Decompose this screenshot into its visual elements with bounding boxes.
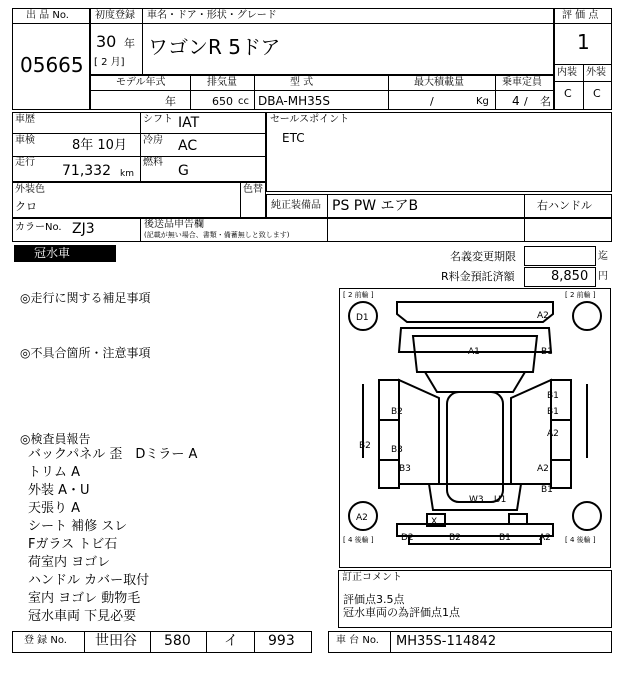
color-no-label: カラーNo.: [15, 222, 62, 233]
ac-value: AC: [178, 138, 198, 154]
capacity-label: 乗車定員: [502, 77, 542, 88]
reg-divider-1: [84, 631, 85, 653]
reg-divider-2: [150, 631, 151, 653]
inspector-line: 荷室内 ヨゴレ: [28, 555, 111, 570]
reg-class: 580: [164, 633, 191, 649]
exterior-grade: C: [593, 87, 601, 100]
type-value: DBA-MH35S: [258, 94, 331, 108]
capacity-value: 4: [512, 94, 520, 108]
score-value: 1: [577, 30, 590, 54]
first-reg-label: 初度登録: [95, 10, 135, 21]
max-load-label: 最大積載量: [414, 77, 464, 88]
tire-rear-left: [ 4 後輪 ]: [343, 536, 374, 544]
mark-a2-right-2: A2: [537, 464, 549, 474]
mark-x: X: [431, 517, 438, 527]
docs-note: (記載が無い場合、書類・備蓄無しと致します): [144, 231, 290, 239]
equipment-divider-2: [524, 194, 525, 218]
details-divider-h1: [12, 133, 266, 134]
year-unit: 年: [124, 37, 135, 50]
reg-divider-3: [206, 631, 207, 653]
inspector-line: シート 補修 スレ: [28, 519, 128, 534]
car-name-label: 車名・ドア・形状・グレード: [147, 10, 277, 21]
mark-b1-right-2: B1: [547, 407, 559, 417]
chassis-divider: [390, 631, 391, 653]
color-no-value: ZJ3: [72, 221, 95, 237]
chassis-value: MH35S-114842: [396, 634, 497, 649]
tire-front-right: [ 2 前輪 ]: [565, 291, 596, 299]
inspection-value: 8年 10月: [72, 138, 127, 153]
correction-label: 訂正コメント: [342, 572, 402, 583]
inspector-line: Fガラス トビ石: [28, 537, 118, 552]
spec-divider-3: [388, 75, 389, 110]
correction-line: 評価点3.5点: [343, 593, 405, 606]
mark-b3-b: B3: [399, 464, 411, 474]
exterior-label: 外装: [586, 67, 606, 78]
tire-front-left: [ 2 前輪 ]: [343, 291, 374, 299]
mark-a2-top: A2: [537, 311, 549, 321]
displacement-label: 排気量: [207, 77, 237, 88]
inspector-line: 天張り A: [28, 501, 81, 516]
mark-b1-right-1: B1: [547, 391, 559, 401]
type-label: 型 式: [290, 77, 314, 88]
mark-a2-wheel: A2: [356, 513, 368, 523]
colorno-divider-3: [524, 218, 525, 242]
reg-label: 登 録 No.: [24, 635, 67, 646]
inspector-title: ◎検査員報告: [20, 432, 91, 446]
equipment-label: 純正装備品: [271, 200, 321, 211]
name-change-unit: 迄: [598, 251, 608, 262]
recycle-amount: 8,850: [551, 269, 589, 284]
mark-b3-a: B3: [391, 445, 403, 455]
fuel-label: 燃料: [143, 157, 163, 168]
inspector-line: 冠水車両 下見必要: [28, 609, 137, 624]
inspector-line: トリム A: [28, 465, 81, 480]
color-box: [12, 182, 266, 218]
car-damage-diagram: [339, 288, 611, 568]
chassis-label: 車 台 No.: [336, 635, 379, 646]
tire-rear-right: [ 4 後輪 ]: [565, 536, 596, 544]
driving-notes-title: ◎走行に関する補足事項: [20, 291, 151, 305]
cc-unit: cc: [238, 96, 249, 107]
lot-number: 05665: [20, 53, 84, 77]
spec-divider-2: [254, 75, 255, 110]
correction-line: 冠水車両の為評価点1点: [343, 606, 460, 619]
kg-unit: Kg: [476, 96, 489, 107]
colorno-divider-1: [140, 218, 141, 242]
model-year-label: モデル年式: [116, 77, 166, 88]
fuel-value: G: [178, 163, 189, 179]
inspector-line: バックパネル 歪 Dミラー A: [28, 447, 198, 462]
name-change-box: [524, 246, 596, 266]
mark-b1-top: B1: [541, 347, 553, 357]
km-unit: km: [120, 169, 134, 179]
grade-divider: [583, 64, 584, 110]
mark-u1: U1: [494, 495, 507, 505]
mark-d1: D1: [356, 313, 369, 323]
colorno-divider-2: [327, 218, 328, 242]
interior-grade: C: [564, 87, 572, 100]
docs-label: 後送品申告欄: [144, 219, 204, 230]
colorno-box: [12, 218, 612, 242]
mark-b2-bottom: B2: [449, 533, 461, 543]
details-box: [12, 112, 266, 182]
spec-divider-1: [190, 75, 191, 110]
color-label: 外装色: [15, 184, 45, 195]
car-name: ワゴンR 5ドア: [148, 35, 281, 59]
mark-a2-bottom: A2: [539, 533, 551, 543]
mark-a1: A1: [468, 347, 480, 357]
history-label: 車歴: [15, 114, 35, 125]
mark-w3: W3: [469, 495, 484, 505]
inspector-line: 外装 A・U: [28, 483, 90, 498]
sales-label: セールスポイント: [270, 114, 350, 125]
car-divider: [142, 8, 143, 75]
defects-title: ◎不具合箇所・注意事項: [20, 346, 151, 360]
interior-label: 内装: [557, 67, 577, 78]
details-divider-v: [140, 112, 141, 182]
flood-label: 冠水車: [34, 246, 71, 260]
inspector-line: 室内 ヨゴレ 動物毛: [28, 591, 141, 606]
first-reg-month: [ 2 月]: [94, 57, 125, 68]
color-divider: [240, 182, 241, 218]
ac-label: 冷房: [143, 135, 163, 146]
handle-value: 右ハンドル: [537, 199, 592, 212]
name-change-label: 名義変更期限: [450, 250, 516, 263]
spec-divider-4: [495, 75, 496, 110]
inspection-label: 車検: [15, 135, 35, 146]
sales-point: ETC: [282, 131, 305, 145]
reg-number: 993: [268, 633, 295, 649]
mark-b1-right-3: B1: [541, 485, 553, 495]
model-year-unit: 年: [165, 95, 176, 108]
mileage-label: 走行: [15, 157, 35, 168]
capacity-sep: /: [524, 95, 528, 108]
reg-area: 世田谷: [95, 633, 137, 649]
reg-divider-4: [254, 631, 255, 653]
displacement: 650: [212, 95, 233, 108]
details-divider-h2: [12, 156, 266, 157]
reg-kana: イ: [224, 633, 238, 649]
first-reg-year: 30: [96, 32, 117, 51]
recycle-label: R料金預託済額: [441, 270, 515, 283]
max-load-sep: /: [430, 95, 434, 108]
mark-d2: D2: [401, 533, 414, 543]
equipment-value: PS PW エアB: [332, 198, 419, 214]
recolor-label: 色替: [243, 184, 263, 195]
mark-b2-side: B2: [359, 441, 371, 451]
shift-value: IAT: [178, 115, 200, 131]
score-label: 評 価 点: [562, 10, 599, 21]
mark-b1-bottom: B1: [499, 533, 511, 543]
mark-b2-left: B2: [391, 407, 403, 417]
color-value: クロ: [15, 200, 37, 213]
recycle-unit: 円: [598, 271, 608, 282]
capacity-unit: 名: [540, 95, 551, 108]
lot-label: 出 品 No.: [26, 10, 69, 21]
mileage-value: 71,332: [62, 163, 111, 179]
equipment-divider-1: [327, 194, 328, 218]
shift-label: シフト: [143, 114, 173, 125]
mark-a2-right-1: A2: [547, 429, 559, 439]
inspector-line: ハンドル カバー取付: [28, 573, 150, 588]
